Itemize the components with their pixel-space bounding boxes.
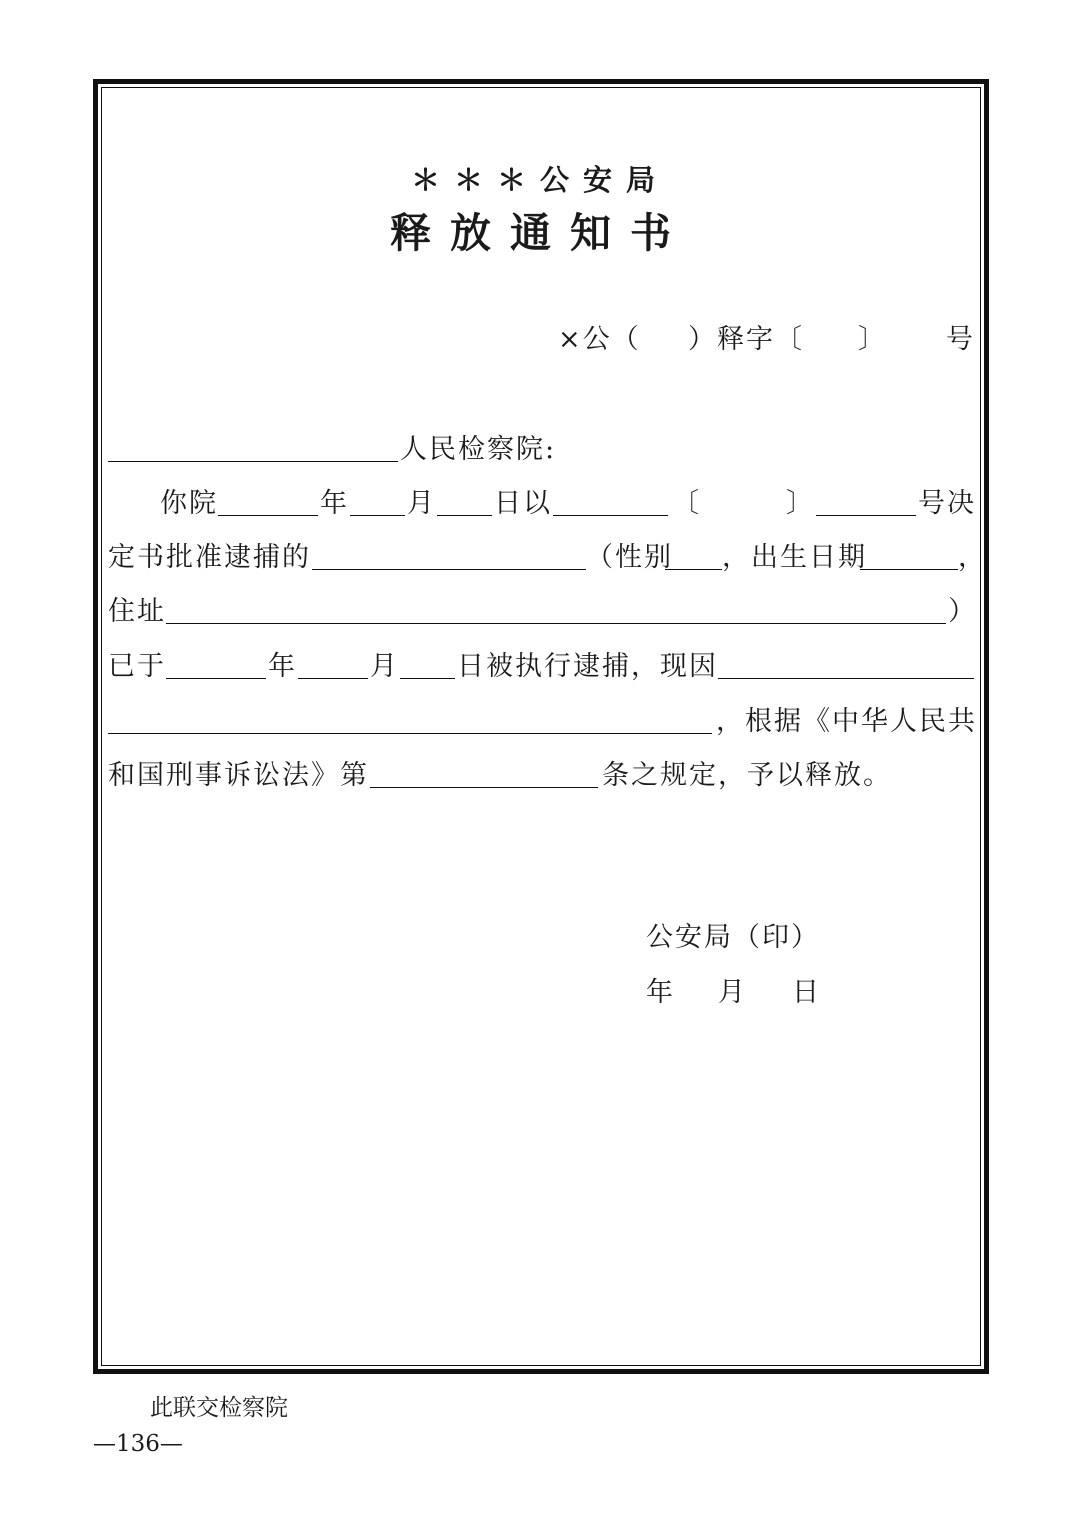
release-reason-blank-1[interactable] — [718, 678, 974, 679]
document-title: 释放通知书 — [390, 209, 690, 257]
arrest-year-blank[interactable] — [166, 678, 266, 679]
decision-ref-blank[interactable] — [553, 515, 668, 516]
line2-comma: ， — [958, 542, 987, 573]
signature-month: 月 — [718, 977, 747, 1008]
arrest-day-blank[interactable] — [400, 678, 455, 679]
release-reason-blank-2[interactable] — [108, 733, 712, 734]
doc-number-prefix: ×公（ — [558, 324, 641, 355]
body-line2-start: 定书批准逮捕的 — [108, 542, 311, 573]
issuing-agency: ＊＊＊公安局 — [410, 163, 669, 197]
body-line5-text: ，根据《中华人民共 — [716, 706, 977, 737]
page-number: —136— — [93, 1431, 183, 1457]
address-blank[interactable] — [166, 623, 946, 624]
day-by-label: 日以 — [494, 488, 552, 519]
law-article-blank[interactable] — [370, 787, 598, 788]
arrest-month-label: 月 — [370, 651, 399, 682]
decision-number-blank[interactable] — [816, 515, 916, 516]
body-line6-start: 和国刑事诉讼法》第 — [108, 760, 369, 791]
arrest-reason-label: 日被执行逮捕，现因 — [457, 651, 718, 682]
bracket-close: 〕 — [786, 488, 815, 519]
body-line4-start: 已于 — [108, 651, 166, 682]
signature-year: 年 — [646, 977, 675, 1008]
signature-day: 日 — [792, 977, 821, 1008]
body-line1-start: 你院 — [160, 488, 218, 519]
doc-number-suffix: 号 — [946, 324, 975, 355]
seal-label: 公安局（印） — [646, 922, 820, 953]
doc-number-close: 〕 — [858, 324, 887, 355]
month-label: 月 — [407, 488, 436, 519]
address-label: 住址 — [108, 596, 166, 627]
arrest-month-blank[interactable] — [298, 678, 368, 679]
gender-blank[interactable] — [665, 569, 722, 570]
doc-number-mid: ）释字〔 — [688, 324, 804, 355]
arrest-year-label: 年 — [268, 651, 297, 682]
decision-month-blank[interactable] — [350, 515, 405, 516]
year-label: 年 — [320, 488, 349, 519]
gender-label: （性别 — [586, 542, 673, 573]
body-line1-end: 号决 — [918, 488, 976, 519]
decision-year-blank[interactable] — [218, 515, 318, 516]
birth-date-label: ，出生日期 — [722, 542, 867, 573]
address-close-paren: ） — [948, 596, 977, 627]
detainee-name-blank[interactable] — [312, 569, 586, 570]
copy-recipient-note: 此联交检察院 — [150, 1395, 288, 1421]
decision-day-blank[interactable] — [437, 515, 492, 516]
body-line6-end: 条之规定，予以释放。 — [602, 760, 892, 791]
birth-date-blank[interactable] — [860, 569, 958, 570]
addressee-suffix: 人民检察院: — [400, 434, 557, 465]
bracket-open: 〔 — [672, 488, 701, 519]
procuratorate-name-blank[interactable] — [108, 461, 398, 462]
